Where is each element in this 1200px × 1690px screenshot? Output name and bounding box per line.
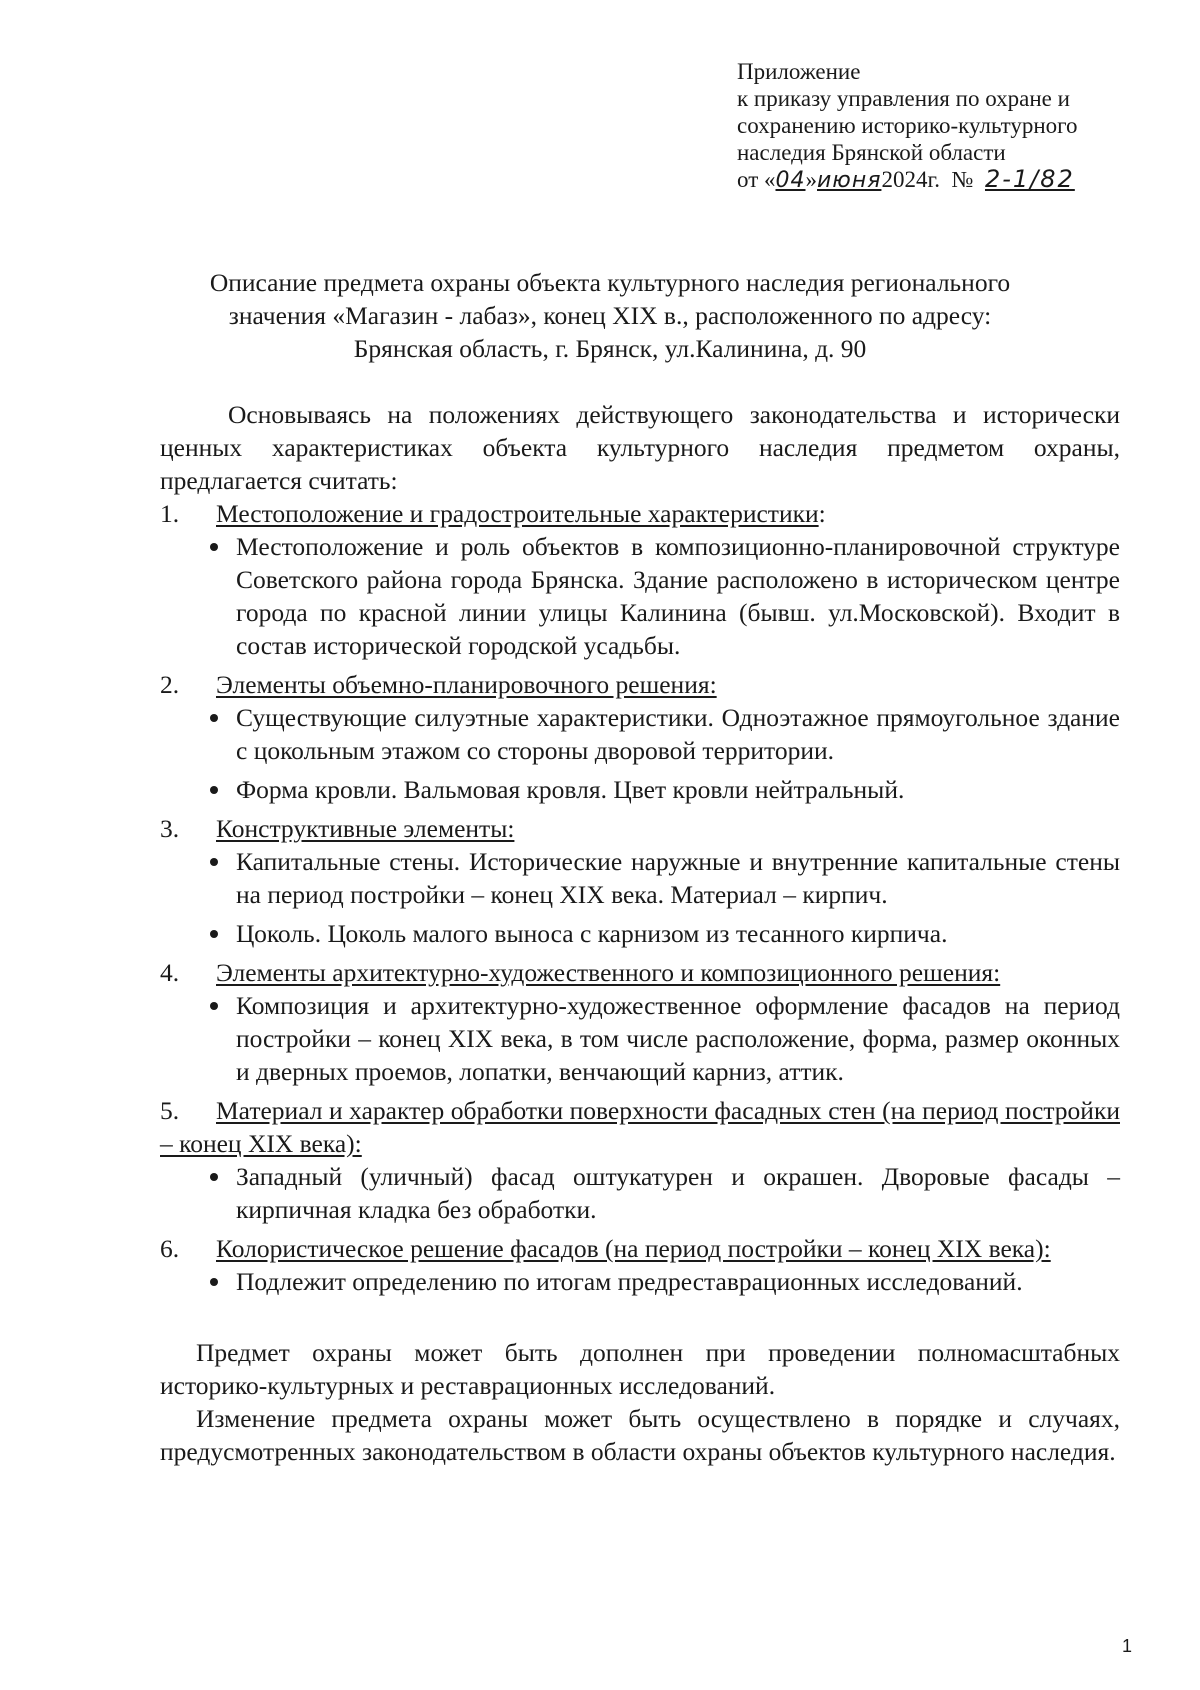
appendix-line-4: наследия Брянской области bbox=[737, 140, 1006, 165]
bullet-list bbox=[160, 1160, 1120, 1226]
section-number: 6. bbox=[160, 1234, 180, 1263]
section-number: 1. bbox=[160, 499, 180, 528]
section-2 bbox=[160, 668, 1120, 806]
section-number: 3. bbox=[160, 814, 180, 843]
list-item-text: Композиция и архитектурно-художественное оформление фасадов на период постройки – конец XIX века, в том числе расположение, форма, размер оконных и дверных проемов, лопатки, венчающий карниз, аттик. bbox=[236, 991, 1120, 1086]
section-title: Конструктивные элементы: bbox=[216, 814, 515, 843]
list-item-text: Существующие силуэтные характеристики. Одноэтажное прямоугольное здание с цокольным этажом со стороны дворовой территории. bbox=[236, 703, 1120, 765]
title-line-2: значения «Магазин - лабаз», конец XIX в., расположенного по адресу: bbox=[228, 301, 992, 330]
list-item-text: Западный (уличный) фасад оштукатурен и окрашен. Дворовые фасады – кирпичная кладка без обработки. bbox=[236, 1162, 1120, 1224]
list-item bbox=[216, 917, 1120, 950]
closing-paragraph-2: Изменение предмета охраны может быть осуществлено в порядке и случаях, предусмотренных законодательством в области охраны объектов культурного наследия. bbox=[160, 1404, 1120, 1466]
appendix-line-1: Приложение bbox=[737, 59, 861, 84]
section-1 bbox=[160, 497, 1120, 662]
list-item bbox=[216, 845, 1120, 911]
section-3 bbox=[160, 812, 1120, 950]
bullet-icon bbox=[210, 786, 218, 794]
number-label: № bbox=[951, 167, 974, 192]
appendix-date-line bbox=[737, 166, 1157, 194]
bullet-icon bbox=[210, 543, 218, 551]
bullet-list bbox=[160, 1265, 1120, 1298]
appendix-header bbox=[737, 58, 1157, 194]
bullet-list bbox=[160, 989, 1120, 1088]
section-title: Местоположение и градостроительные характеристики bbox=[216, 499, 819, 528]
bullet-icon bbox=[210, 714, 218, 722]
section-title: Элементы объемно-планировочного решения: bbox=[216, 670, 717, 699]
section-heading bbox=[160, 956, 1120, 989]
list-item-text: Местоположение и роль объектов в композиционно-планировочной структуре Советского района города Брянска. Здание расположено в историческом центре города по красной линии улицы Калинина (бывш. ул.Московской). Входит в состав исторической городской усадьбы. bbox=[236, 532, 1120, 660]
section-title: Элементы архитектурно-художественного и композиционного решения: bbox=[216, 958, 1001, 987]
list-item-text: Форма кровли. Вальмовая кровля. Цвет кровли нейтральный. bbox=[236, 775, 905, 804]
section-title-suffix: : bbox=[818, 499, 826, 528]
list-item-text: Капитальные стены. Исторические наружные и внутренние капитальные стены на период постройки – конец XIX века. Материал – кирпич. bbox=[236, 847, 1120, 909]
bullet-icon bbox=[210, 930, 218, 938]
bullet-icon bbox=[210, 1278, 218, 1286]
bullet-icon bbox=[210, 1002, 218, 1010]
handwritten-day: 04 bbox=[775, 168, 806, 193]
handwritten-month: июня bbox=[817, 168, 882, 193]
section-title: Материал и характер обработки поверхности фасадных стен (на период постройки – конец XIX века): bbox=[160, 1096, 1120, 1158]
bullet-icon bbox=[210, 858, 218, 866]
title-line-1: Описание предмета охраны объекта культурного наследия регионального bbox=[209, 268, 1011, 297]
date-mid: » bbox=[805, 167, 817, 192]
title-line-3: Брянская область, г. Брянск, ул.Калинина, д. 90 bbox=[353, 334, 867, 363]
bullet-list bbox=[160, 701, 1120, 806]
intro-paragraph: Основываясь на положениях действующего законодательства и исторически ценных характеристиках объекта культурного наследия предметом охраны, предлагается считать: bbox=[160, 400, 1120, 495]
section-heading bbox=[160, 812, 1120, 845]
section-number: 5. bbox=[160, 1096, 180, 1125]
section-number: 4. bbox=[160, 958, 180, 987]
section-number: 2. bbox=[160, 670, 180, 699]
section-heading bbox=[160, 1232, 1120, 1265]
bullet-list bbox=[160, 530, 1120, 662]
document-body bbox=[160, 398, 1120, 1468]
list-item-text: Подлежит определению по итогам предреставрационных исследований. bbox=[236, 1267, 1023, 1296]
section-5 bbox=[160, 1094, 1120, 1226]
date-prefix: от « bbox=[737, 167, 776, 192]
page-number: 1 bbox=[1121, 1636, 1132, 1656]
bullet-list bbox=[160, 845, 1120, 950]
appendix-line-3: сохранению историко-культурного bbox=[737, 113, 1078, 138]
closing-paragraph-1: Предмет охраны может быть дополнен при проведении полномасштабных историко-культурных и реставрационных исследований. bbox=[160, 1338, 1120, 1400]
bullet-icon bbox=[210, 1173, 218, 1181]
list-item bbox=[216, 530, 1120, 662]
list-item bbox=[216, 773, 1120, 806]
section-heading bbox=[160, 668, 1120, 701]
list-item bbox=[216, 1265, 1120, 1298]
list-item-text: Цоколь. Цоколь малого выноса с карнизом из тесанного кирпича. bbox=[236, 919, 948, 948]
section-title: Колористическое решение фасадов (на период постройки – конец XIX века): bbox=[216, 1234, 1051, 1263]
section-4 bbox=[160, 956, 1120, 1088]
document-title bbox=[140, 266, 1080, 365]
list-item bbox=[216, 1160, 1120, 1226]
appendix-line-2: к приказу управления по охране и bbox=[737, 86, 1070, 111]
section-6 bbox=[160, 1232, 1120, 1298]
date-year: 2024г. bbox=[881, 167, 941, 192]
handwritten-order-number: 2-1/82 bbox=[984, 165, 1075, 193]
section-heading bbox=[160, 497, 1120, 530]
section-heading bbox=[160, 1094, 1120, 1160]
list-item bbox=[216, 989, 1120, 1088]
list-item bbox=[216, 701, 1120, 767]
